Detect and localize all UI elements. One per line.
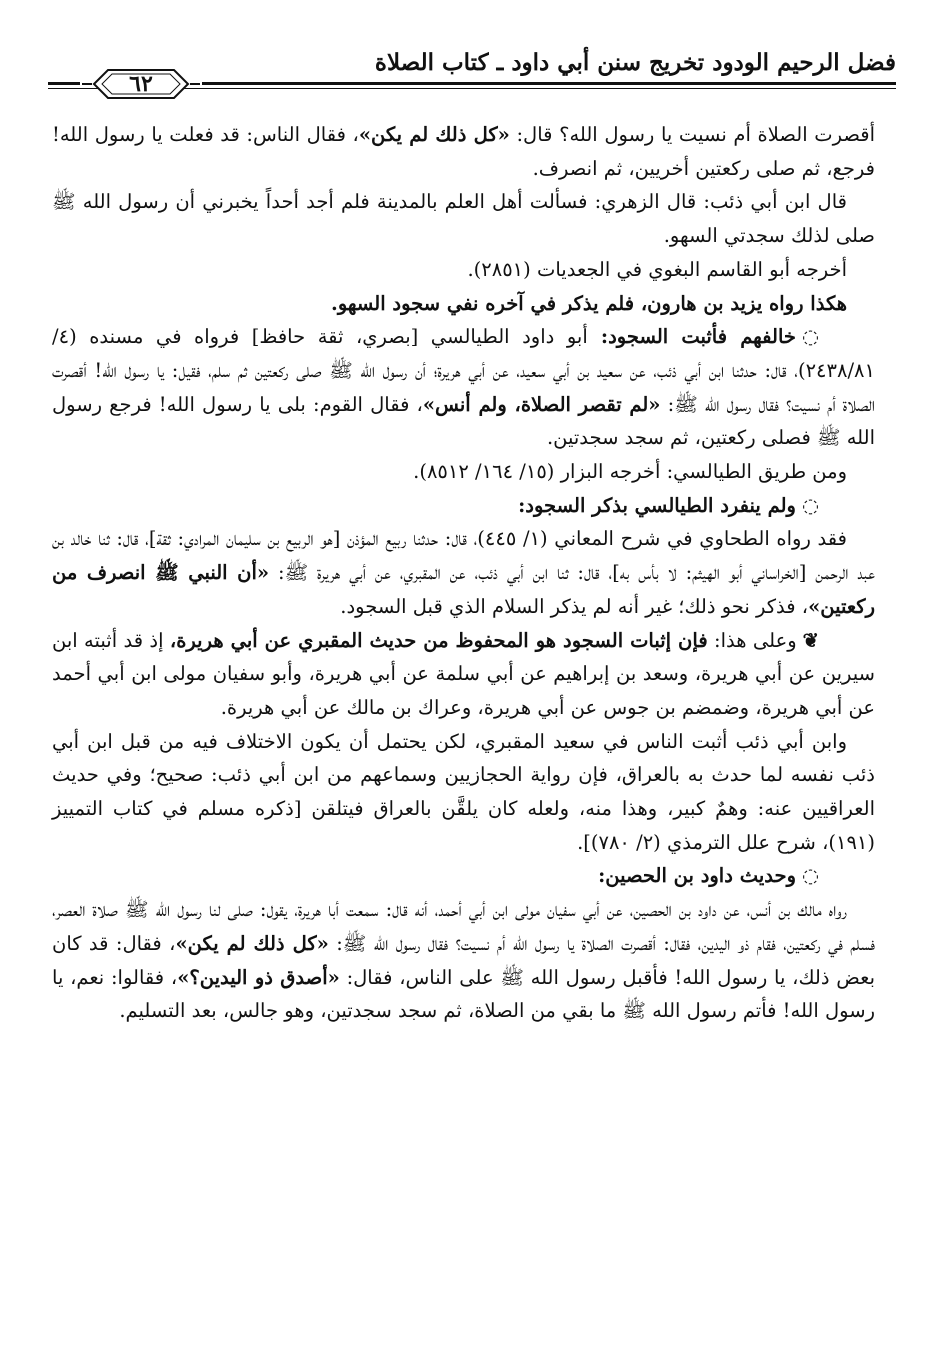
paragraph-marker-icon: ◌ <box>801 864 819 888</box>
paragraph <box>52 455 875 489</box>
text-run: وعلى هذا: <box>707 628 797 652</box>
text-run: ، فقال القوم: بلى يا رسول الله! فرجع رسول الله ﷺ فصلى ركعتين، ثم سجد سجدتين. <box>52 392 875 450</box>
paragraph <box>52 489 875 523</box>
bold-text: «كل ذلك لم يكن» <box>358 123 510 146</box>
page-number: ٦٢ <box>129 71 153 97</box>
text-run: قال ابن أبي ذئب: قال الزهري: فسألت أهل العلم بالمدينة فلم أجد أحداً يخبرني أن رسول الله ﷺ صلى لذلك سجدتي السهو. <box>52 190 875 248</box>
text-run: أخرجه أبو القاسم البغوي في الجعديات (٢٨٥١). <box>467 257 847 281</box>
paragraph <box>52 859 875 893</box>
paragraph <box>52 522 875 623</box>
text-run: إذ قد أثبته ابن سيرين عن أبي هريرة، وسعد بن إبراهيم عن أبي سلمة عن أبي هريرة، وأبو سفيان مولى ابن أبي أحمد عن أبي هريرة، وضمضم بن جوس عن أبي هريرة، وعراك بن مالك عن أبي هريرة. <box>52 628 876 719</box>
bold-text: «كل ذلك لم يكن» <box>175 931 329 955</box>
paragraph-marker-icon: ❦ <box>802 628 819 652</box>
paragraph-marker-icon: ◌ <box>801 493 819 517</box>
bold-text: فإن إثبات السجود هو المحفوظ من حديث المقبري عن أبي هريرة، <box>169 628 708 652</box>
paragraph-marker-icon: ◌ <box>801 325 819 349</box>
bold-text: ولم ينفرد الطيالسي بذكر السجود: <box>518 493 796 517</box>
text-run: فقد رواه الطحاوي في شرح المعاني (١/ ٤٤٥)، قال: حدثنا ربيع المؤذن [هو الربيع بن سليمان المرادي: ثقة]، قال: ثنا خالد بن عبد الرحمن [الخراساني أبو الهيثم: لا بأس به]، قال: ثنا ابن أبي ذئب، عن المقبري، عن أبي هريرة ﷺ: <box>52 527 875 585</box>
paragraph <box>52 118 875 185</box>
text-run: وابن أبي ذئب أثبت الناس في سعيد المقبري، لكن يحتمل أن يكون الاختلاف فيه من قبل ابن أبي ذئب نفسه لما حدث به بالعراق، فإن رواية الحجازيين وسماعهم من ابن أبي ذئب: صحيح؛ وفي حديث العراقيين عنه: وهمٌ كبير، وهذا منه، ولعله كان يلقَّن بالعراق فيتلقن [ذكره مسلم في كتاب التمييز (١٩١)، شرح علل الترمذي (٢/ ٧٨٠)]. <box>52 729 875 854</box>
text-run: ، فذكر نحو ذلك؛ غير أنه لم يذكر السلام الذي قبل السجود. <box>340 594 809 618</box>
bold-text: هكذا رواه يزيد بن هارون، فلم يذكر في آخره نفي سجود السهو. <box>331 291 847 315</box>
text-run: ، فقال: قد كان بعض ذلك، يا رسول الله! فأقبل رسول الله ﷺ على الناس، فقال: <box>52 931 876 989</box>
paragraph <box>52 725 875 860</box>
bold-text: «أن النبي ﷺ انصرف من ركعتين» <box>52 561 875 618</box>
paragraph <box>52 624 875 725</box>
text-run: أقصرت الصلاة أم نسيت يا رسول الله؟ قال: <box>509 123 876 146</box>
text-run: أبو داود الطيالسي [بصري، ثقة حافظ] فرواه في مسنده (٤/ ٢٤٣٨/٨١)، قال: حدثنا ابن أبي ذئب، عن سعيد بن أبي سعيد، عن أبي هريرة؛ أن رسول الله ﷺ صلى ركعتين ثم سلم، فقيل: يا رسول الله! أقصرت الصلاة أم نسيت؟ فقال رسول الله ﷺ: <box>52 325 875 416</box>
text-run: رواه مالك بن أنس، عن داود بن الحصين، عن أبي سفيان مولى ابن أبي أحمد، أنه قال: سمعت أبا هريرة، يقول: صلى لنا رسول الله ﷺ صلاة العصر، فسلم في ركعتين، فقام ذو اليدين، فقال: أقصرت الصلاة يا رسول الله أم نسيت؟ فقال رسول الله ﷺ: <box>52 898 876 955</box>
bold-text: خالفهم فأثبت السجود: <box>587 325 796 349</box>
paragraph <box>52 893 875 1028</box>
page-number-ornament <box>80 66 202 102</box>
bold-text: «لم تقصر الصلاة، ولم أنس» <box>422 392 661 416</box>
paragraph <box>52 320 875 455</box>
bold-text: «أصدق ذو اليدين؟» <box>177 965 340 989</box>
running-title: فضل الرحيم الودود تخريج سنن أبي داود ـ كتاب الصلاة <box>374 49 896 76</box>
page-header <box>48 44 896 110</box>
paragraph <box>52 185 875 252</box>
text-run: ، فقال الناس: قد فعلت يا رسول الله! فرجع، ثم صلى ركعتين أخريين، ثم انصرف. <box>52 123 875 180</box>
text-run: ، فقالوا: نعم، يا رسول الله! فأتم رسول الله ﷺ ما بقي من الصلاة، ثم سجد سجدتين، وهو جالس، بعد التسليم. <box>52 965 875 1023</box>
text-body <box>52 118 875 1358</box>
text-run: ومن طريق الطيالسي: أخرجه البزار (١٥/ ١٦٤/ ٨٥١٢). <box>413 460 847 484</box>
paragraph <box>52 287 875 321</box>
paragraph <box>52 253 875 287</box>
bold-text: وحديث داود بن الحصين: <box>598 864 796 888</box>
